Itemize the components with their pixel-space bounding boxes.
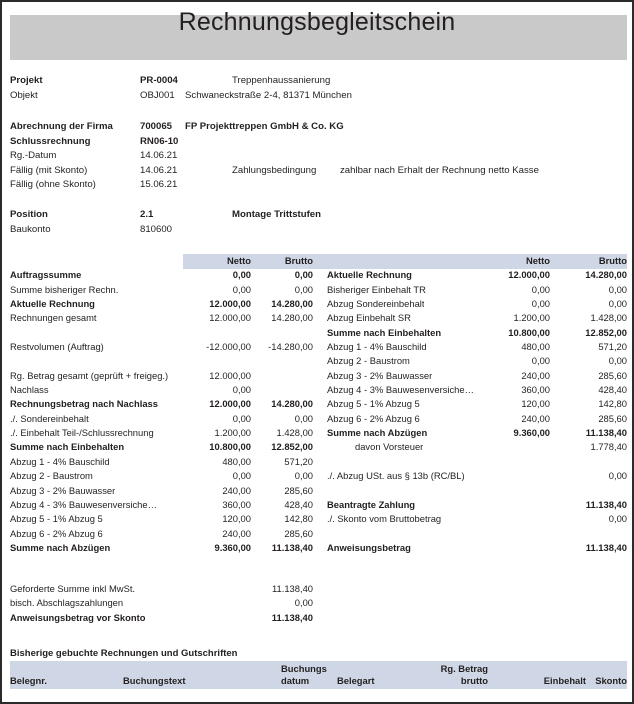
table-row [10, 426, 313, 440]
row-brutto: 1.428,00 [590, 312, 627, 324]
table-row [10, 369, 313, 383]
row-label: Rg. Betrag gesamt (geprüft + freigeg.) [10, 369, 169, 381]
row-label: Rechnungen gesamt [10, 312, 97, 324]
due-without-discount-value: 15.06.21 [140, 179, 178, 191]
footer-col-buchungstext: Buchungstext [123, 675, 186, 686]
construction-account-value: 810600 [140, 223, 173, 235]
row-label: Aktuelle Rechnung [10, 298, 95, 310]
table-row [327, 469, 627, 483]
row-label: bisch. Abschlagszahlungen [10, 597, 124, 609]
row-label: Abzug 2 - Baustrom [327, 355, 410, 367]
object-label: Objekt [10, 89, 38, 101]
row-label: Abzug 2 - Baustrom [10, 470, 93, 482]
row-netto: 120,00 [521, 398, 550, 410]
payment-terms-label: Zahlungsbedingung [232, 164, 317, 176]
row-brutto: 14.280,00 [271, 298, 313, 310]
right-header-netto: Netto [526, 255, 550, 266]
row-label: ./. Einbehalt Teil-/Schlussrechnung [10, 427, 154, 439]
row-label: Geforderte Summe inkl MwSt. [10, 583, 136, 594]
spacer-row [10, 354, 313, 368]
row-netto: 120,00 [222, 513, 251, 525]
table-row [327, 426, 627, 440]
row-label: Summe nach Einbehalten [10, 441, 125, 453]
table-row [10, 484, 313, 498]
row-brutto: 0,00 [294, 597, 313, 609]
table-row [327, 369, 627, 383]
row-netto: 480,00 [222, 455, 251, 467]
invoice-date-label: Rg.-Datum [10, 150, 57, 162]
row-label: Anweisungsbetrag vor Skonto [10, 611, 146, 623]
row-label: Abzug Sondereinbehalt [327, 298, 425, 310]
due-without-discount-row [10, 178, 627, 193]
row-brutto: 571,20 [598, 341, 627, 353]
table-row [10, 541, 313, 555]
row-brutto: 14.280,00 [271, 398, 313, 410]
invoice-date-row [10, 149, 627, 164]
row-brutto: 14.280,00 [585, 269, 627, 281]
project-meta-block [10, 74, 627, 103]
table-row [10, 297, 313, 311]
row-netto: 480,00 [521, 341, 550, 353]
row-label: Abzug 1 - 4% Bauschild [327, 341, 427, 353]
table-row [10, 455, 313, 469]
row-label: Anweisungsbetrag [327, 541, 411, 553]
table-row [10, 582, 313, 596]
object-address: Schwaneckstraße 2-4, 81371 München [185, 89, 352, 101]
project-name: Treppenhaussanierung [232, 75, 331, 86]
row-label: Nachlass [10, 384, 49, 396]
row-netto: 1.200,00 [214, 427, 251, 439]
table-row [10, 283, 313, 297]
row-brutto: 285,60 [598, 369, 627, 381]
page-title: Rechnungsbegleitschein [178, 8, 456, 36]
row-label: ./. Abzug USt. aus § 13b (RC/BL) [327, 470, 465, 482]
row-brutto: 14.280,00 [271, 312, 313, 324]
final-invoice-value: RN06-10 [140, 135, 179, 147]
row-brutto: 0,00 [608, 283, 627, 295]
right-header-brutto: Brutto [598, 255, 627, 266]
left-table-body [10, 268, 313, 555]
row-brutto: 0,00 [608, 298, 627, 310]
position-row [10, 208, 627, 223]
row-brutto: 0,00 [294, 269, 313, 281]
footer-table-title: Bisherige gebuchte Rechnungen und Gutschriften [10, 648, 238, 659]
row-label: Abzug 4 - 3% Bauwesenversiche… [10, 498, 157, 510]
spacer-row [327, 455, 627, 469]
footer-col-brutto: brutto [460, 675, 488, 686]
row-netto: 0,00 [232, 269, 251, 281]
row-brutto: 142,80 [284, 513, 313, 525]
document-inner [2, 2, 632, 702]
left-header-netto: Netto [227, 255, 251, 266]
final-invoice-label: Schlussrechnung [10, 135, 91, 147]
footer-col-einbehalt: Einbehalt [543, 675, 586, 686]
row-netto: 12.000,00 [209, 298, 251, 310]
row-brutto: 0,00 [608, 513, 627, 525]
due-with-discount-label: Fällig (mit Skonto) [10, 164, 88, 176]
table-row [327, 541, 627, 555]
row-label: Abzug 3 - 2% Bauwasser [327, 369, 433, 381]
row-netto: 0,00 [232, 470, 251, 482]
position-name: Montage Trittstufen [232, 209, 322, 220]
table-row [327, 297, 627, 311]
position-label: Position [10, 209, 48, 220]
row-brutto: 428,40 [598, 384, 627, 396]
left-summary-body [10, 582, 313, 625]
row-brutto: 11.138,40 [585, 541, 627, 553]
footer-col-rg-betrag: Rg. Betrag [440, 663, 488, 674]
row-brutto: 1.428,00 [276, 427, 313, 439]
row-netto: 0,00 [232, 412, 251, 424]
row-brutto: 11.138,40 [271, 583, 313, 594]
row-label: Summe bisheriger Rechn. [10, 283, 119, 295]
row-label: Abzug 1 - 4% Bauschild [10, 455, 110, 467]
row-brutto: 12.852,00 [271, 441, 313, 453]
table-row [327, 326, 627, 340]
row-brutto: 0,00 [608, 470, 627, 482]
row-netto: 0,00 [232, 283, 251, 295]
row-netto: 9.360,00 [513, 427, 550, 439]
company-label: Abrechnung der Firma [10, 121, 113, 132]
table-row [10, 383, 313, 397]
row-label: Abzug 5 - 1% Abzug 5 [327, 398, 420, 410]
row-brutto: -14.280,00 [268, 341, 313, 353]
row-netto: 12.000,00 [209, 398, 251, 410]
table-row [10, 397, 313, 411]
row-label: Abzug 5 - 1% Abzug 5 [10, 513, 103, 525]
row-brutto: 285,60 [284, 527, 313, 539]
invoice-meta-block [10, 120, 627, 193]
table-row [10, 527, 313, 541]
row-netto: 0,00 [232, 384, 251, 396]
invoice-date-value: 14.06.21 [140, 150, 178, 162]
row-brutto: 1.778,40 [590, 441, 627, 453]
footer-col-datum: datum [281, 675, 310, 686]
row-label: Abzug 6 - 2% Abzug 6 [327, 412, 420, 424]
right-amounts-table [327, 254, 627, 555]
row-brutto: 11.138,40 [271, 541, 313, 553]
project-row [10, 74, 627, 89]
footer-table-header [10, 661, 627, 689]
row-label: Summe nach Abzügen [327, 427, 428, 439]
row-label: Abzug 4 - 3% Bauwesenversiche… [327, 384, 474, 396]
row-netto: 9.360,00 [214, 541, 251, 553]
row-netto: 0,00 [531, 298, 550, 310]
footer-col-buchungs: Buchungs [281, 663, 327, 674]
row-netto: 240,00 [222, 527, 251, 539]
row-brutto: 142,80 [598, 398, 627, 410]
table-row [10, 340, 313, 354]
row-brutto: 0,00 [294, 470, 313, 482]
row-brutto: 0,00 [608, 355, 627, 367]
row-brutto: 11.138,40 [271, 611, 313, 623]
row-label: Abzug Einbehalt SR [327, 312, 411, 324]
construction-account-label: Baukonto [10, 223, 51, 235]
final-invoice-row [10, 135, 627, 150]
row-netto: 10.800,00 [508, 326, 550, 338]
row-netto: 360,00 [521, 384, 550, 396]
row-label: ./. Skonto vom Bruttobetrag [327, 513, 442, 525]
table-row [10, 469, 313, 483]
row-label: Restvolumen (Auftrag) [10, 341, 104, 353]
row-brutto: 428,40 [284, 498, 313, 510]
row-netto: -12.000,00 [206, 341, 251, 353]
table-row [327, 268, 627, 282]
object-number: OBJ001 [140, 89, 175, 101]
table-row [10, 498, 313, 512]
left-table-header-row [10, 254, 313, 268]
row-label: Bisheriger Einbehalt TR [327, 283, 426, 295]
row-brutto: 285,60 [284, 484, 313, 496]
company-name: FP Projekttreppen GmbH & Co. KG [185, 121, 344, 132]
row-brutto: 571,20 [284, 455, 313, 467]
left-amounts-table [10, 254, 313, 555]
payment-terms-value: zahlbar nach Erhalt der Rechnung netto Kasse [340, 164, 539, 176]
company-row [10, 120, 627, 135]
company-number: 700065 [140, 121, 173, 132]
row-netto: 0,00 [531, 355, 550, 367]
row-label: Aktuelle Rechnung [327, 269, 412, 281]
row-netto: 1.200,00 [513, 312, 550, 324]
table-row [327, 440, 627, 454]
table-row [327, 397, 627, 411]
spacer-row [10, 326, 313, 340]
object-row [10, 89, 627, 104]
row-netto: 360,00 [222, 498, 251, 510]
row-label: Beantragte Zahlung [327, 498, 416, 510]
spacer-row [327, 484, 627, 498]
footer-col-belegart: Belegart [337, 675, 375, 686]
table-row [10, 611, 313, 625]
row-label: Summe nach Abzügen [10, 541, 111, 553]
right-table-header-row [327, 254, 627, 268]
row-label: davon Vorsteuer [355, 441, 424, 453]
table-row [327, 512, 627, 526]
row-brutto: 12.852,00 [585, 326, 627, 338]
spacer-row [327, 527, 627, 541]
row-brutto: 0,00 [294, 283, 313, 295]
table-row [327, 383, 627, 397]
row-label: Auftragssumme [10, 269, 82, 281]
left-header-brutto: Brutto [284, 255, 313, 266]
table-row [10, 268, 313, 282]
project-label: Projekt [10, 75, 43, 86]
row-label: Rechnungsbetrag nach Nachlass [10, 398, 158, 410]
row-netto: 10.800,00 [209, 441, 251, 453]
construction-account-row [10, 223, 627, 238]
project-number: PR-0004 [140, 75, 178, 86]
footer-col-belegnr: Belegnr. [10, 675, 47, 686]
row-label: ./. Sondereinbehalt [10, 412, 89, 424]
table-row [327, 498, 627, 512]
row-brutto: 0,00 [294, 412, 313, 424]
table-row [327, 412, 627, 426]
table-row [10, 440, 313, 454]
table-row [10, 596, 313, 610]
row-brutto: 11.138,40 [585, 498, 627, 510]
row-netto: 240,00 [521, 412, 550, 424]
left-summary-block [10, 582, 313, 625]
row-netto: 240,00 [521, 369, 550, 381]
row-netto: 12.000,00 [209, 369, 251, 381]
row-label: Abzug 6 - 2% Abzug 6 [10, 527, 103, 539]
row-netto: 12.000,00 [209, 312, 251, 324]
row-netto: 12.000,00 [508, 269, 550, 281]
table-row [10, 311, 313, 325]
table-row [10, 512, 313, 526]
due-with-discount-value: 14.06.21 [140, 164, 178, 176]
position-number: 2.1 [140, 209, 154, 220]
table-row [327, 311, 627, 325]
table-row [327, 283, 627, 297]
row-netto: 240,00 [222, 484, 251, 496]
row-label: Summe nach Einbehalten [327, 326, 442, 338]
due-with-discount-row [10, 164, 627, 179]
table-row [10, 412, 313, 426]
position-meta-block [10, 208, 627, 237]
row-brutto: 11.138,40 [585, 427, 627, 439]
row-netto: 0,00 [531, 283, 550, 295]
table-row [327, 354, 627, 368]
table-row [327, 340, 627, 354]
due-without-discount-label: Fällig (ohne Skonto) [10, 179, 96, 191]
row-label: Abzug 3 - 2% Bauwasser [10, 484, 116, 496]
footer-col-skonto: Skonto [595, 675, 627, 686]
right-table-body [327, 268, 627, 555]
row-brutto: 285,60 [598, 412, 627, 424]
